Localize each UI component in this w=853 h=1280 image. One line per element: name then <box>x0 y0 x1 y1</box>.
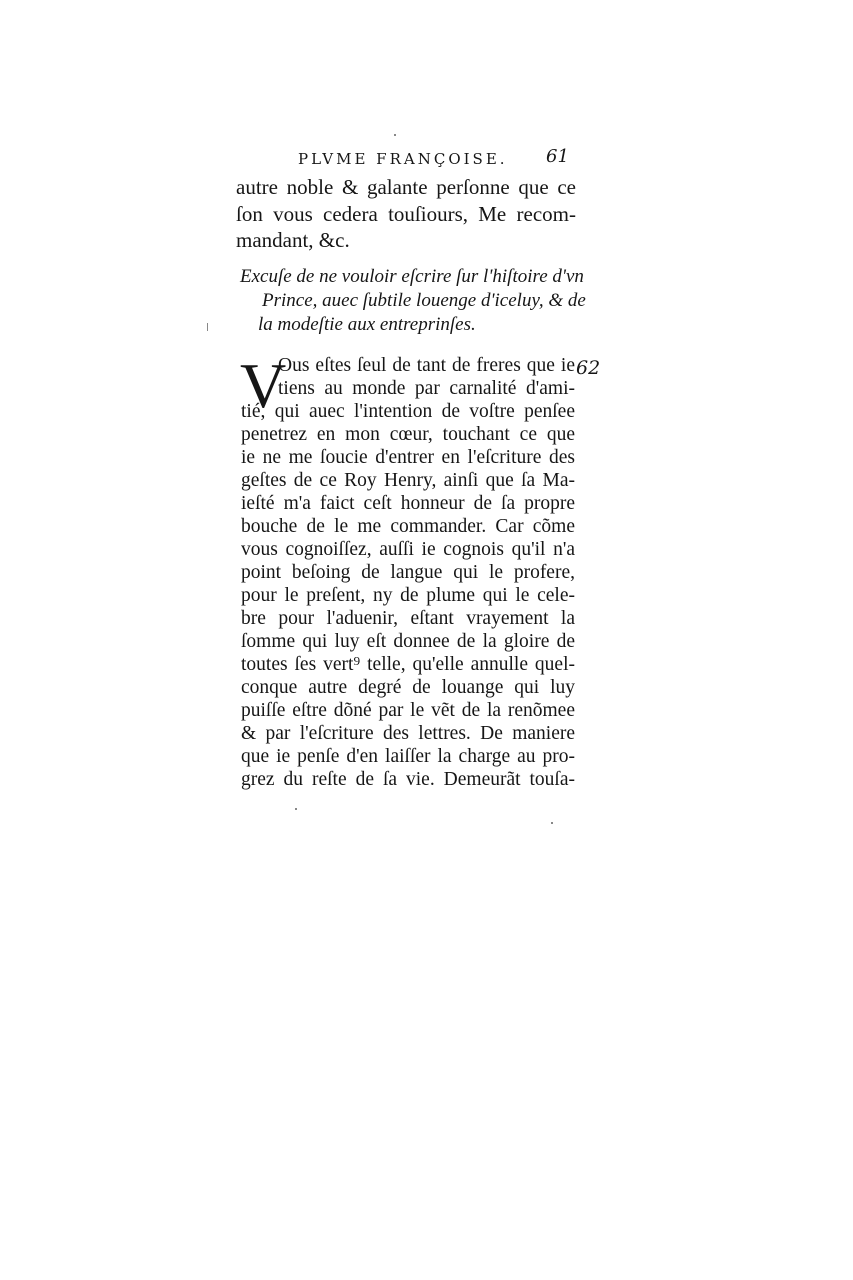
body-line: & par l'eſcriture des lettres. De maniere <box>241 723 575 744</box>
body-line: Ous eſtes ſeul de tant de freres que ie <box>278 355 575 376</box>
margin-page-note: 62 <box>576 357 601 379</box>
body-line: geſtes de ce Roy Henry, ainſi que ſa Ma- <box>241 470 575 491</box>
body-line: penetrez en mon cœur, touchant ce que <box>241 424 575 445</box>
body-line: tié, qui auec l'intention de voſtre penſee <box>241 401 575 422</box>
body-line: grez du reſte de ſa vie. Demeurãt touſa- <box>241 769 575 790</box>
paper-speck <box>551 822 553 824</box>
section-heading-line: Prince, auec ſubtile louenge d'iceluy, & de <box>262 290 586 311</box>
body-line: point beſoing de langue qui le profere, <box>241 562 575 583</box>
body-line: conque autre degré de louange qui luy <box>241 677 575 698</box>
page-number: 61 <box>546 146 569 167</box>
body-line: ſomme qui luy eſt donnee de la gloire de <box>241 631 575 652</box>
body-line: tiens au monde par carnalité d'ami- <box>278 378 575 399</box>
body-line: vous cognoiſſez, auſſi ie cognois qu'il n'a <box>241 539 575 560</box>
body-line: que ie penſe d'en laiſſer la charge au pro- <box>241 746 575 767</box>
drop-cap: V <box>240 350 287 421</box>
closing-line: mandant, &c. <box>236 228 350 252</box>
section-heading-line: Excuſe de ne vouloir eſcrire ſur l'hiſtoire d'vn <box>240 266 584 287</box>
closing-line: autre noble & galante perſonne que ce <box>236 175 576 199</box>
body-line: ieſté m'a faict ceſt honneur de ſa propre <box>241 493 575 514</box>
section-heading-line: la modeſtie aux entreprinſes. <box>258 314 476 335</box>
paper-speck <box>295 808 297 810</box>
body-line: ie ne me ſoucie d'entrer en l'eſcriture des <box>241 447 575 468</box>
body-line: toutes ſes vert⁹ telle, qu'elle annulle quel- <box>241 654 575 675</box>
paper-speck <box>207 323 208 331</box>
running-head: PLVME FRANÇOISE. <box>298 150 508 168</box>
body-line: puiſſe eſtre dõné par le vẽt de la renõmee <box>241 700 575 721</box>
closing-line: ſon vous cedera touſiours, Me recom- <box>236 202 576 226</box>
body-line: bouche de le me commander. Car cõme <box>241 516 575 537</box>
body-line: bre pour l'aduenir, eſtant vrayement la <box>241 608 575 629</box>
paper-speck <box>394 134 396 136</box>
body-line: pour le preſent, ny de plume qui le cele- <box>241 585 575 606</box>
